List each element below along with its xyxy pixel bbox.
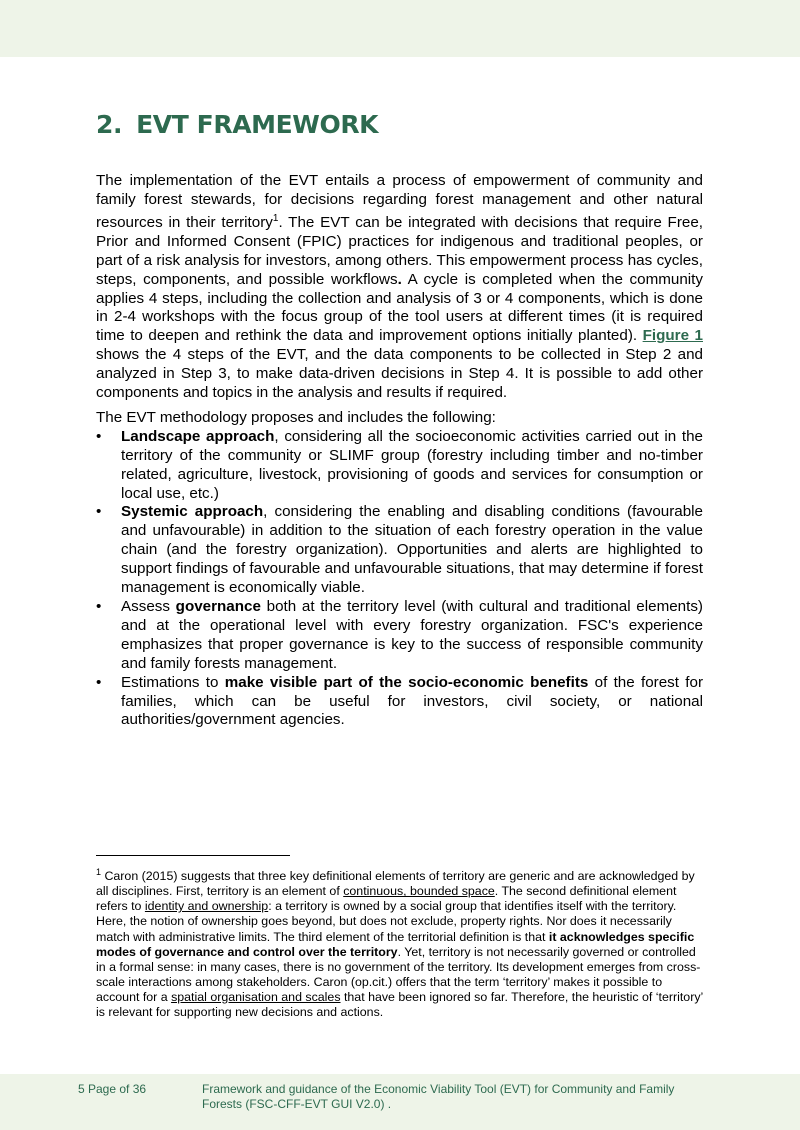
methodology-list bbox=[96, 428, 703, 731]
footnote-text: : a territory is owned by a social group that identifies itself with the territory. Here, the notion of ownership goes beyond, but does not exclude, property rights. Nor does it necessarily match with administrative limits. The third element of the territorial definition is that bbox=[96, 899, 677, 944]
intro-text: . The EVT can be integrated with decisions that require Free, Prior and Informed Consent (FPIC) practices for indigenous and traditional peoples, or part of a risk analysis for investors, among others. This empowerment process has cycles, steps, components, and possible workflows bbox=[96, 213, 703, 288]
item-text: Estimations to bbox=[121, 673, 225, 691]
list-item bbox=[96, 598, 703, 674]
item-text: of the forest for families, which can be useful for investors, civil society, or national authorities/government agencies. bbox=[121, 673, 703, 729]
item-text: both at the territory level (with cultural and traditional elements) and at the operational level with every forestry organization. FSC's experience emphasizes that proper governance is key to the success of responsible community and family forests management. bbox=[121, 598, 703, 672]
item-bold: Landscape approach bbox=[121, 427, 275, 445]
figure-1-link[interactable]: Figure 1 bbox=[642, 327, 703, 345]
page-number: 5 Page of 36 bbox=[78, 1082, 147, 1096]
footnote-marker: 1 bbox=[96, 867, 102, 877]
footnote bbox=[96, 865, 703, 1020]
footnote-bold: it acknowledges specific modes of governance and control over the territory bbox=[96, 929, 695, 959]
item-text: , considering all the socioeconomic activities carried out in the territory of the community or SLIMF group (forestry including timber and no-timber related, agriculture, livestock, provisioning of goods and services for consumption or local use, etc.) bbox=[121, 427, 704, 502]
intro-text: The implementation of the EVT entails a process of empowerment of community and family forest stewards, for decisions regarding forest management and other natural resources in their territory bbox=[96, 172, 703, 231]
item-bold: Systemic approach bbox=[121, 503, 264, 521]
intro-text: shows the 4 steps of the EVT, and the data components to be collected in Step 2 and analyzed in Step 3, to make data-driven decisions in Step 4. It is possible to add other components and topics in the analysis and results if required. bbox=[96, 346, 703, 402]
intro-text: . bbox=[397, 270, 402, 288]
footnote-text: Caron (2015) suggests that three key definitional elements of territory are generic and are acknowledged by all disciplines. First, territory is an element of bbox=[96, 869, 695, 899]
section-number: 2. bbox=[96, 110, 123, 139]
list-item bbox=[96, 503, 703, 598]
footer-document-title: Framework and guidance of the Economic Viability Tool (EVT) for Community and Family Forests (FSC-CFF-EVT GUI V2.0) . bbox=[202, 1082, 675, 1111]
body-text bbox=[96, 172, 703, 730]
footnote-text: . The second definitional element refers to bbox=[96, 884, 677, 914]
bullet-glyph: • bbox=[96, 427, 102, 445]
item-bold: make visible part of the socio-economic benefits bbox=[224, 673, 589, 691]
footnote-text: . Yet, territory is not necessarily governed or controlled in a formal sense: in many cases, there is no government of the territory. Its development emerges from cross-scale interactions among stakeholders. Caron (op.cit.) offers that the term ‘territory’ makes it possible to account for a bbox=[96, 944, 701, 1004]
methodology-intro: The EVT methodology proposes and includes the following: bbox=[96, 408, 496, 426]
bullet-glyph: • bbox=[96, 503, 102, 521]
section-heading bbox=[96, 110, 378, 139]
section-title: EVT FRAMEWORK bbox=[136, 110, 379, 139]
footnote-text: that have been ignored so far. Therefore, the heuristic of ‘territory’ is relevant for supporting new decisions and actions. bbox=[96, 989, 703, 1019]
header-band bbox=[0, 0, 800, 57]
footnote-divider bbox=[96, 855, 290, 856]
footnote-underlined: identity and ownership bbox=[144, 899, 269, 914]
item-text: Assess bbox=[121, 598, 176, 615]
list-item bbox=[96, 428, 703, 504]
bullet-glyph: • bbox=[96, 673, 102, 691]
footnote-underlined: continuous, bounded space bbox=[343, 884, 495, 899]
footnote-underlined: spatial organisation and scales bbox=[171, 989, 341, 1004]
intro-paragraph bbox=[96, 172, 703, 403]
footnote-ref[interactable]: 1 bbox=[272, 212, 279, 224]
intro-text: A cycle is completed when the community applies 4 steps, including the collection and analysis of 3 or 4 components, which is done in 2-4 workshops with the focus group of the tool users at different times (it is required time to deepen and rethink the data and improvement options initially planted). bbox=[96, 270, 703, 345]
item-text: , considering the enabling and disabling conditions (favourable and unfavourable) in addition to the situation of each forestry operation in the value chain (and the forestry organization). Opportunities and alerts are highlighted to support findings of favourable and unfavourable situations, that may determine if forest management is economically viable. bbox=[121, 503, 703, 597]
bullet-glyph: • bbox=[96, 598, 102, 615]
list-item bbox=[96, 674, 703, 731]
item-bold: governance bbox=[175, 598, 261, 615]
